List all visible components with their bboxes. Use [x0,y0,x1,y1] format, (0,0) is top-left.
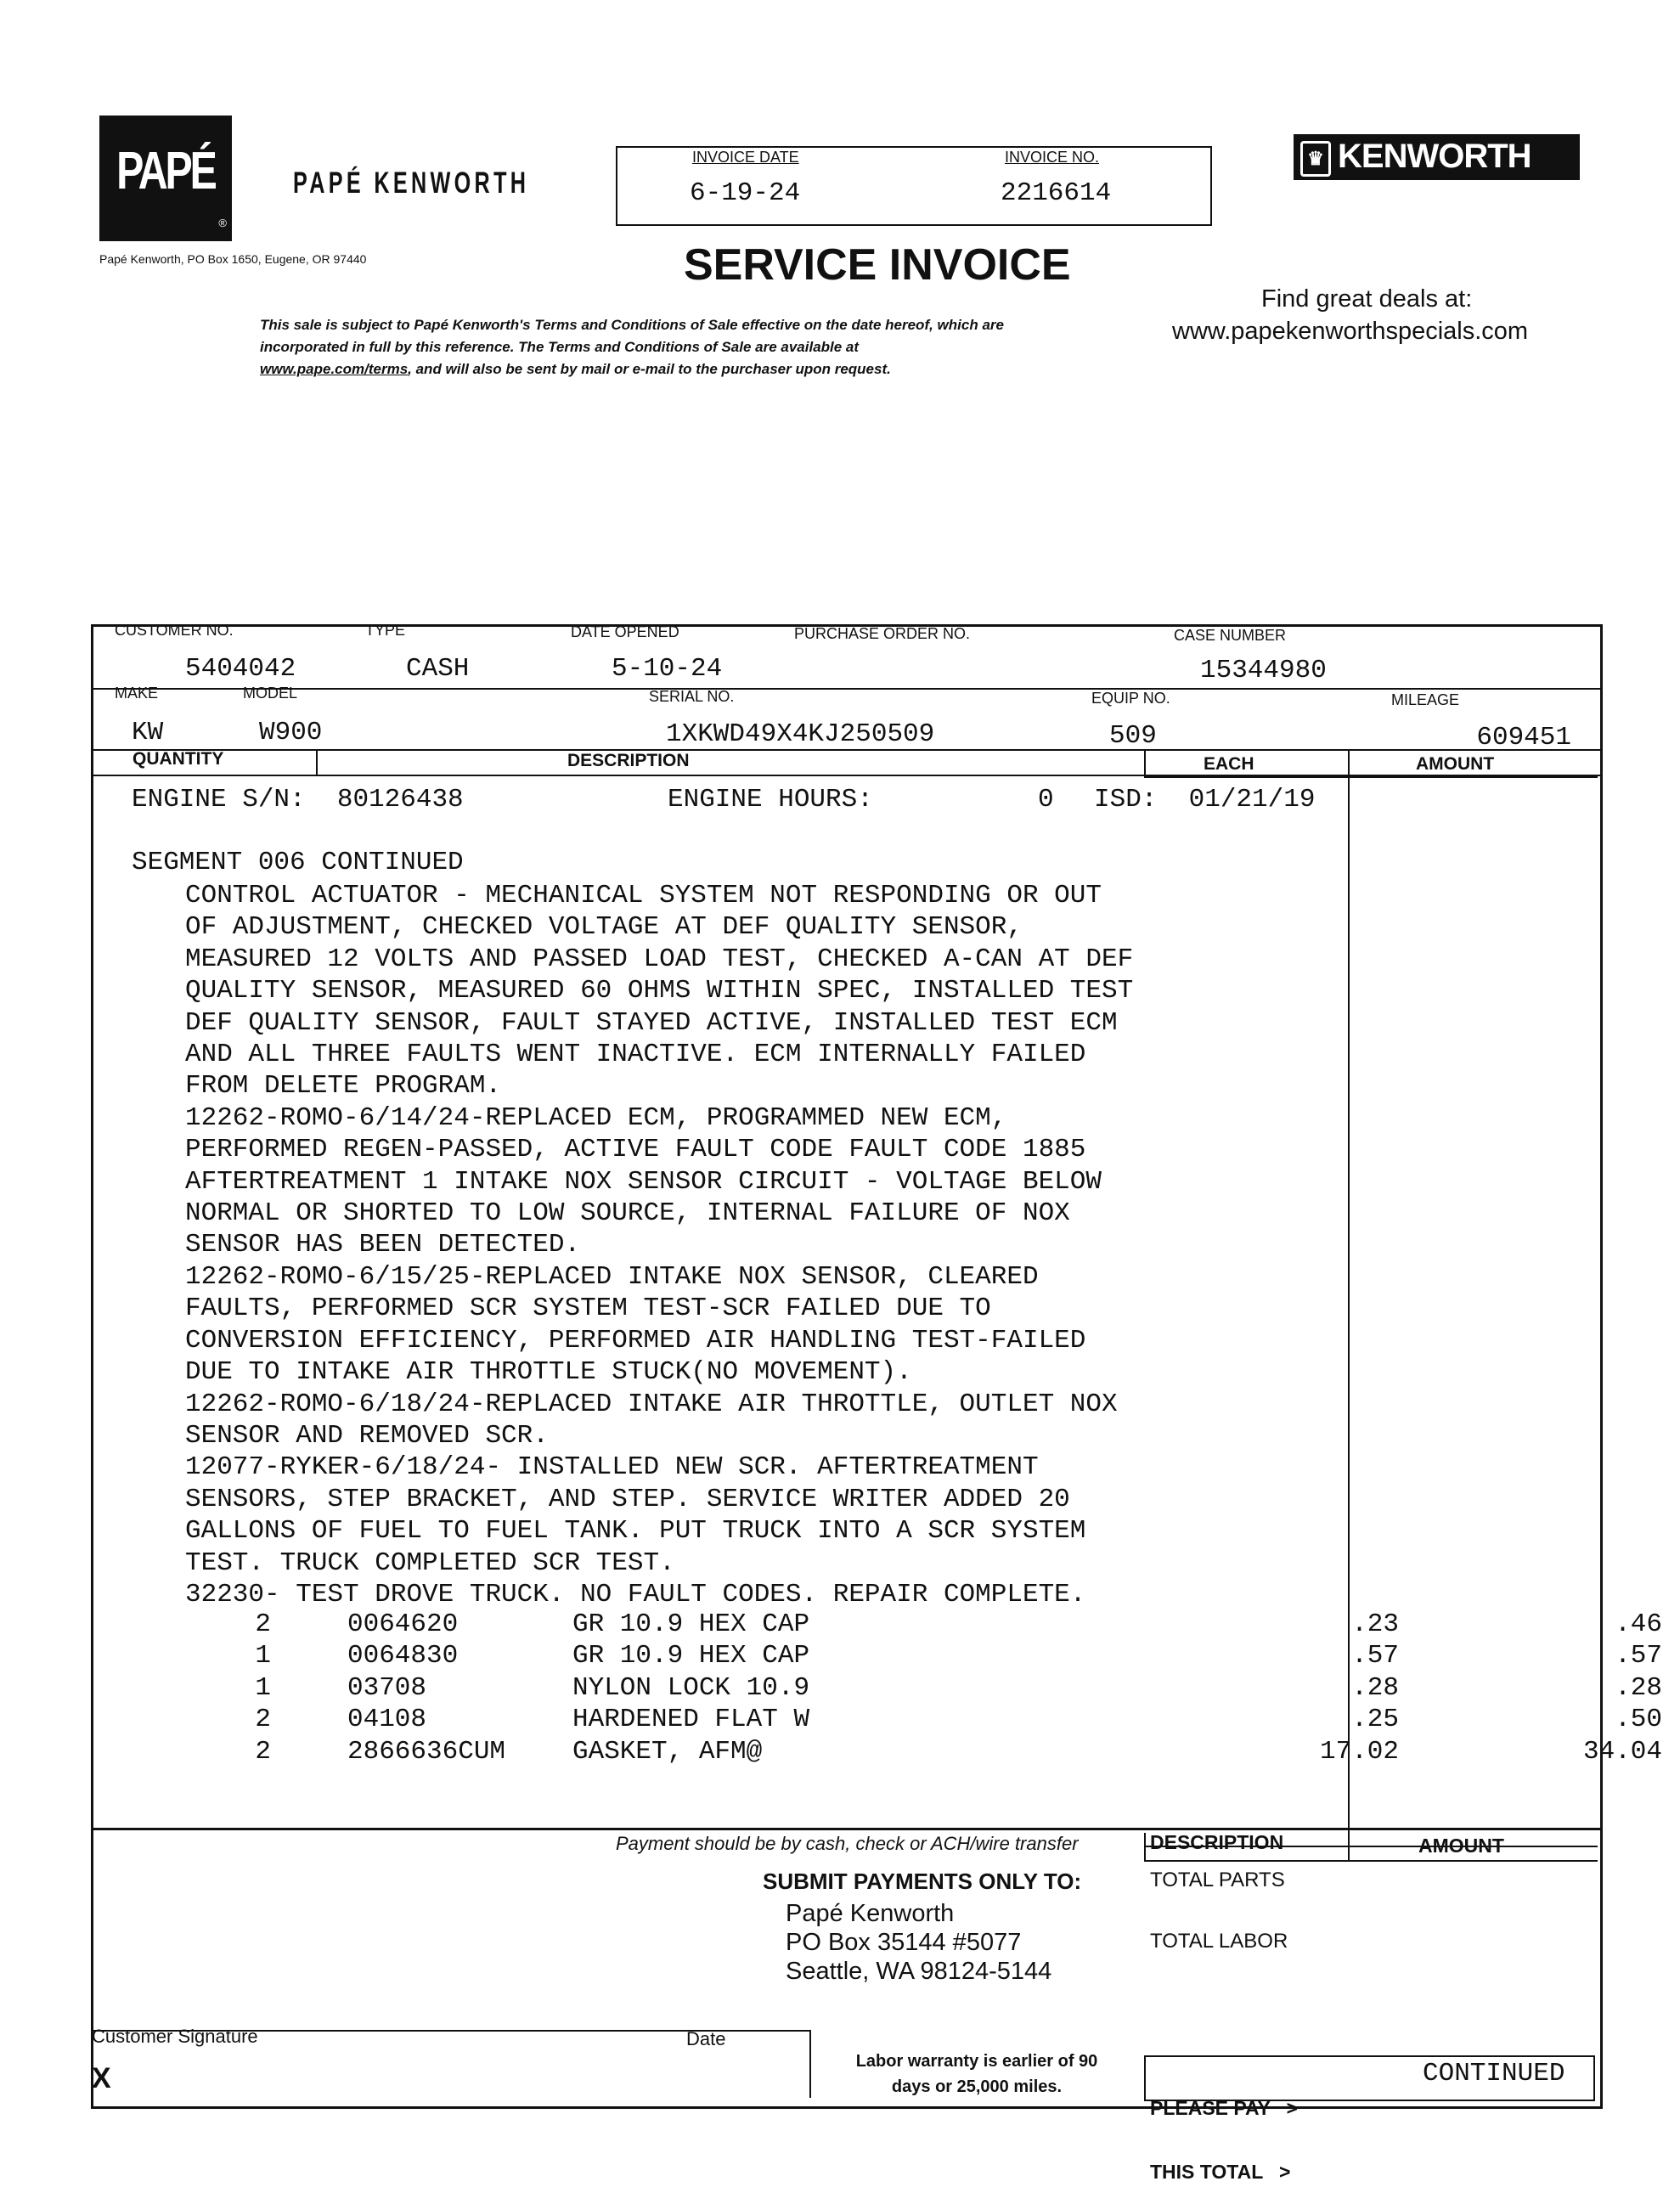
kenworth-emblem-icon: ♛ [1300,141,1331,177]
terms-line2: incorporated in full by this reference. The Terms and Conditions of Sale are available at [260,339,860,355]
customer-no-label: CUSTOMER NO. [115,622,234,639]
table-row [91,1736,1662,1768]
signature-x[interactable]: X [92,2062,111,2094]
segment-title: SEGMENT 006 CONTINUED [132,848,464,877]
part-number: 03708 [347,1672,427,1703]
part-amount: .28 [1615,1672,1662,1703]
part-amount: .50 [1615,1705,1662,1735]
narrative-line: DEF QUALITY SENSOR, FAULT STAYED ACTIVE, INSTALLED TEST ECM [185,1007,1118,1038]
part-each: .23 [1351,1609,1399,1639]
please-pay-line2: THIS TOTAL > [1150,2161,1291,2183]
part-number: 04108 [347,1705,427,1735]
type-label: TYPE [365,622,406,639]
narrative-line: SENSOR AND REMOVED SCR. [185,1420,549,1451]
narrative-line: GALLONS OF FUEL TO FUEL TANK. PUT TRUCK INTO A SCR SYSTEM [185,1516,1086,1547]
date-label: Date [686,2028,726,2049]
part-number: 0064620 [347,1609,459,1639]
please-pay-line1: PLEASE PAY > [1150,2097,1299,2119]
remit-address [786,1899,1051,1986]
payment-note: Payment should be by cash, check or ACH/wire transfer [616,1833,1079,1854]
narrative-line: SENSORS, STEP BRACKET, AND STEP. SERVICE WRITER ADDED 20 [185,1484,1070,1514]
customer-signature-label: Customer Signature [92,2026,258,2047]
narrative-line: 32230- TEST DROVE TRUCK. NO FAULT CODES. REPAIR COMPLETE. [185,1579,1086,1609]
col-amount: AMOUNT [1416,754,1495,774]
footer-description-label: DESCRIPTION [1150,1831,1284,1853]
invoice-no: 2216614 [1001,178,1112,208]
narrative-line: OF ADJUSTMENT, CHECKED VOLTAGE AT DEF QUALITY SENSOR, [185,912,1023,943]
part-each: 17.02 [1319,1736,1399,1767]
total-parts-label: TOTAL PARTS [1150,1869,1285,1891]
narrative-line: TEST. TRUCK COMPLETED SCR TEST. [185,1547,675,1578]
footer-amount-label: AMOUNT [1418,1835,1504,1857]
narrative-line: AFTERTREATMENT 1 INTAKE NOX SENSOR CIRCUIT - VOLTAGE BELOW [185,1166,1102,1197]
col-quantity: QUANTITY [132,749,224,769]
part-amount: .46 [1615,1609,1662,1639]
narrative-line: FAULTS, PERFORMED SCR SYSTEM TEST-SCR FAILED DUE TO [185,1294,991,1324]
deals-line1: Find great deals at: [1261,285,1473,313]
part-description: HARDENED FLAT W [572,1705,810,1735]
page-title: SERVICE INVOICE [684,240,1071,290]
make-value: KW [132,718,164,747]
remit-addr1: PO Box 35144 #5077 [786,1929,1022,1956]
warranty-line1: Labor warranty is earlier of 90 [855,2052,1098,2071]
remit-name: Papé Kenworth [786,1900,955,1927]
part-each: .25 [1351,1705,1399,1735]
terms-link[interactable]: www.pape.com/terms [260,361,409,377]
pape-logo: PAPÉ ® [99,116,232,241]
po-label: PURCHASE ORDER NO. [794,625,971,642]
kenworth-logo [1294,134,1580,180]
narrative-line: QUALITY SENSOR, MEASURED 60 OHMS WITHIN SPEC, INSTALLED TEST [185,976,1134,1006]
please-pay-label [1150,2055,1298,2204]
equip-label: EQUIP NO. [1091,690,1170,707]
terms-text [260,314,1109,380]
engine-hours-value: 0 [1038,785,1054,815]
case-number-label: CASE NUMBER [1174,627,1287,644]
part-amount: .57 [1615,1641,1662,1671]
narrative-line: 12077-RYKER-6/18/24- INSTALLED NEW SCR. AFTERTREATMENT [185,1452,1039,1483]
invoice-date-label: INVOICE DATE [692,149,799,166]
narrative-line: 12262-ROMO-6/14/24-REPLACED ECM, PROGRAMMED NEW ECM, [185,1102,1007,1133]
warranty-note [815,2049,1138,2100]
total-due: CONTINUED [1423,2059,1565,2088]
type-value: CASH [406,654,470,684]
narrative-line: CONVERSION EFFICIENCY, PERFORMED AIR HANDLING TEST-FAILED [185,1325,1086,1356]
part-number: 2866636CUM [347,1736,506,1767]
mileage-label: MILEAGE [1391,691,1460,708]
part-description: GR 10.9 HEX CAP [572,1609,810,1639]
engine-isd: ISD: 01/21/19 [1094,785,1316,815]
terms-line1: This sale is subject to Papé Kenworth's Terms and Conditions of Sale effective on the date hereof, which are [260,317,1004,333]
table-row [91,1641,1662,1672]
narrative [185,880,1133,1610]
narrative-line: CONTROL ACTUATOR - MECHANICAL SYSTEM NOT RESPONDING OR OUT [185,881,1102,910]
narrative-line: 12262-ROMO-6/15/25-REPLACED INTAKE NOX SENSOR, CLEARED [185,1261,1039,1292]
narrative-line: SENSOR HAS BEEN DETECTED. [185,1230,581,1260]
mileage-value: 609451 [1476,723,1571,753]
part-description: NYLON LOCK 10.9 [572,1672,810,1703]
submit-title: SUBMIT PAYMENTS ONLY TO: [763,1869,1082,1894]
part-description: GR 10.9 HEX CAP [572,1641,810,1671]
model-label: MODEL [243,685,298,702]
invoice-no-label: INVOICE NO. [1005,149,1100,166]
make-label: MAKE [115,685,159,702]
part-qty: 1 [255,1641,271,1671]
company-name: PAPÉ KENWORTH [293,166,530,200]
part-each: .57 [1351,1641,1399,1671]
terms-line3: , and will also be sent by mail or e-mail to the purchaser upon request. [408,361,891,377]
engine-sn: ENGINE S/N: 80126438 [132,785,464,815]
remit-addr2: Seattle, WA 98124-5144 [786,1958,1052,1985]
part-number: 0064830 [347,1641,459,1671]
date-opened-label: DATE OPENED [571,623,679,640]
narrative-line: 12262-ROMO-6/18/24-REPLACED INTAKE AIR THROTTLE, OUTLET NOX [185,1389,1118,1419]
col-each: EACH [1204,754,1254,774]
warranty-line2: days or 25,000 miles. [891,2077,1063,2096]
pape-logo-text: PAPÉ [116,142,215,200]
part-qty: 2 [255,1609,271,1639]
serial-label: SERIAL NO. [649,688,735,705]
narrative-line: DUE TO INTAKE AIR THROTTLE STUCK(NO MOVEMENT). [185,1357,912,1388]
part-amount: 34.04 [1582,1736,1662,1767]
case-number: 15344980 [1200,656,1327,685]
date-opened: 5-10-24 [612,654,723,684]
part-each: .28 [1351,1672,1399,1703]
part-qty: 2 [255,1736,271,1767]
equip-value: 509 [1109,721,1157,751]
part-description: GASKET, AFM@ [572,1736,763,1767]
col-description: DESCRIPTION [567,751,690,770]
narrative-line: NORMAL OR SHORTED TO LOW SOURCE, INTERNAL FAILURE OF NOX [185,1198,1070,1229]
table-row [91,1705,1662,1736]
part-qty: 2 [255,1705,271,1735]
deals-url: www.papekenworthspecials.com [1172,318,1529,345]
customer-no: 5404042 [185,654,296,684]
total-labor-label: TOTAL LABOR [1150,1930,1288,1953]
serial-value: 1XKWD49X4KJ250509 [666,719,935,749]
narrative-line: PERFORMED REGEN-PASSED, ACTIVE FAULT CODE FAULT CODE 1885 [185,1135,1086,1165]
table-row [91,1672,1662,1705]
table-row [91,1609,1662,1641]
invoice-date: 6-19-24 [690,178,801,208]
engine-hours-label: ENGINE HOURS: [668,785,873,815]
narrative-line: FROM DELETE PROGRAM. [185,1071,502,1102]
narrative-line: AND ALL THREE FAULTS WENT INACTIVE. ECM INTERNALLY FAILED [185,1040,1086,1070]
part-qty: 1 [255,1672,271,1703]
kenworth-logo-text: KENWORTH [1338,138,1531,175]
company-address: Papé Kenworth, PO Box 1650, Eugene, OR 97440 [99,252,367,266]
model-value: W900 [259,718,323,747]
narrative-line: MEASURED 12 VOLTS AND PASSED LOAD TEST, CHECKED A-CAN AT DEF [185,944,1134,974]
